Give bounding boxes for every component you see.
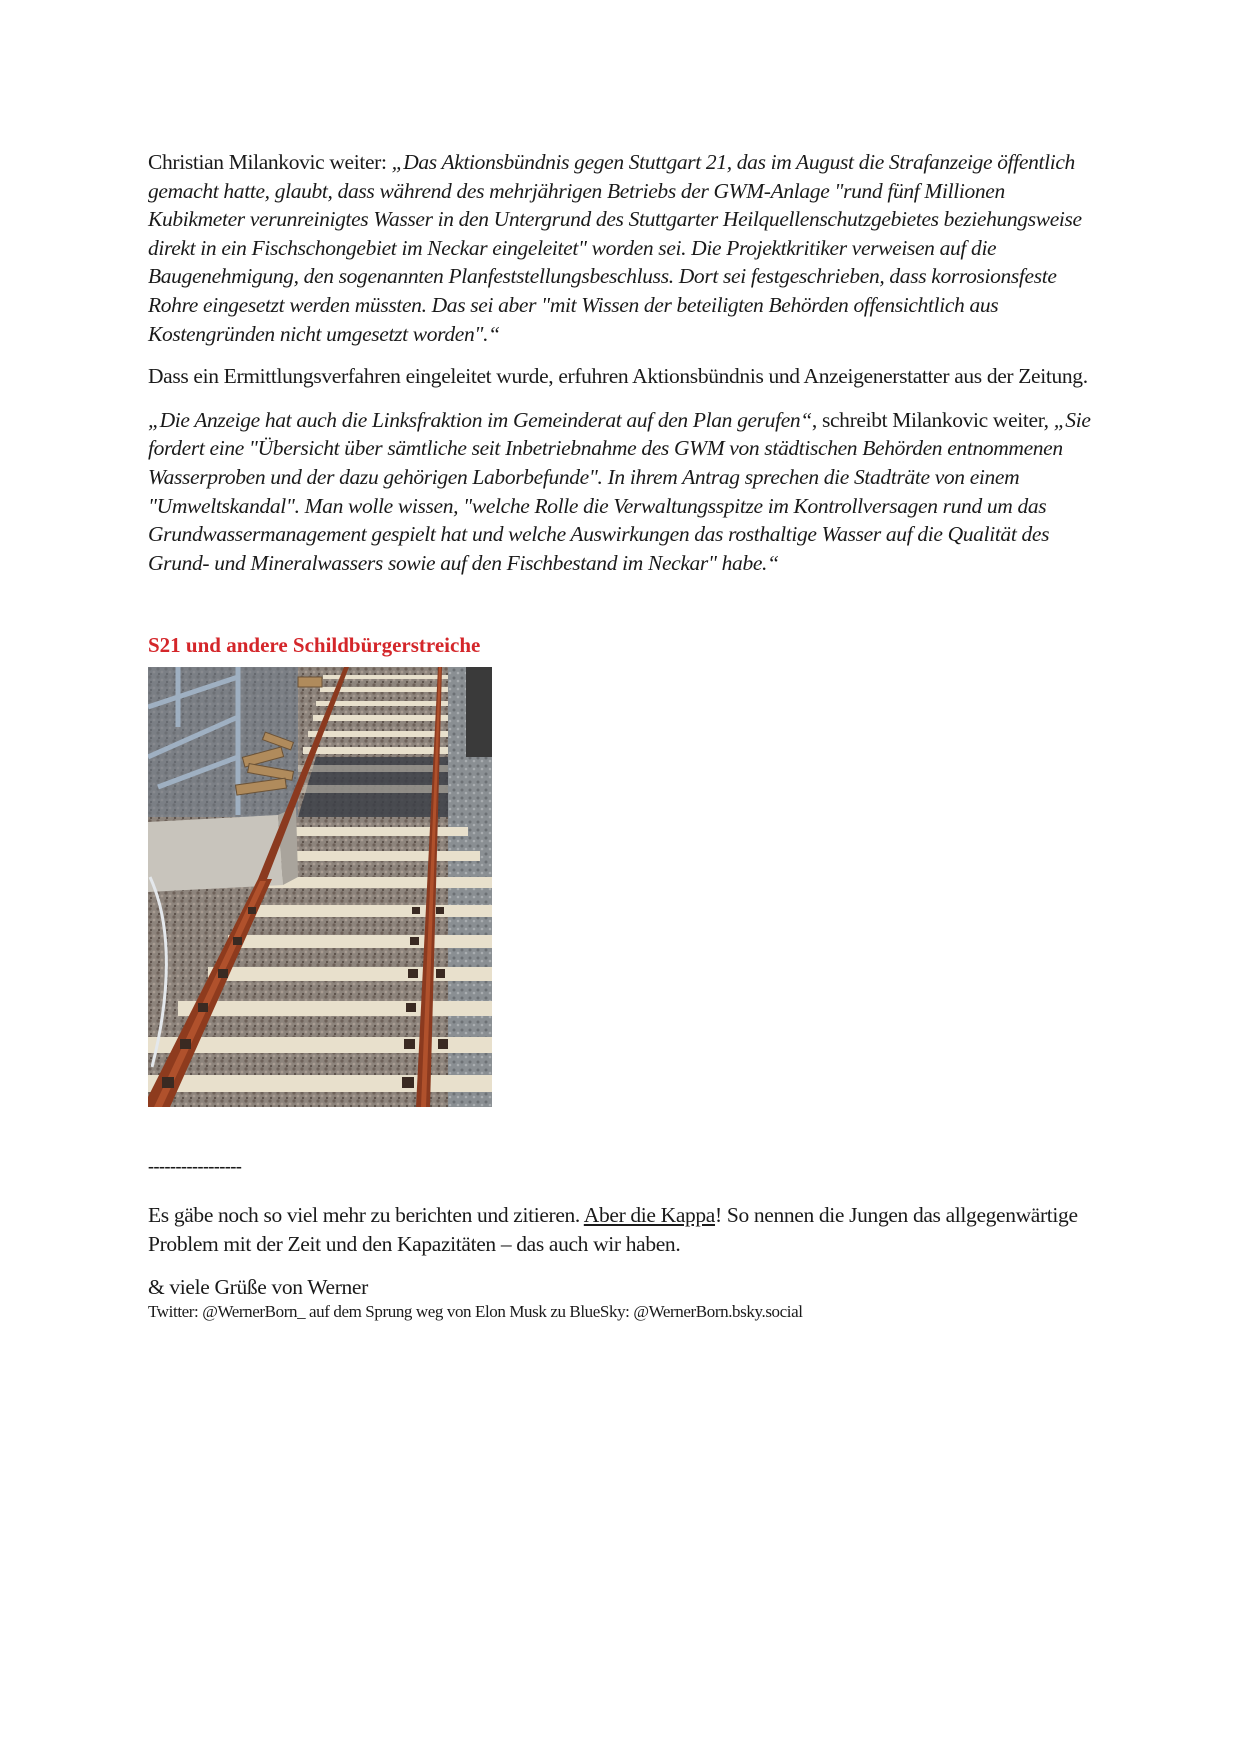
paragraph-investigation: Dass ein Ermittlungsverfahren eingeleitet wurde, erfuhren Aktionsbündnis und Anzeigenerstatter aus der Zeitung. — [148, 364, 1088, 389]
railway-track-photo — [148, 667, 492, 1107]
quoted-text: „Die Anzeige hat auch die Linksfraktion im Gemeinderat auf den Plan gerufen“ — [148, 407, 812, 432]
right-wall — [466, 667, 492, 757]
closing-paragraph — [148, 1201, 1093, 1258]
signoff: & viele Grüße von Werner — [148, 1274, 368, 1299]
quoted-text: „Das Aktionsbündnis gegen Stuttgart 21, das im August die Strafanzeige öffentlich gemacht hatte, glaubt, dass während des mehrjährigen Betriebs der GWM-Anlage "rund fünf Millionen Kubikmeter verunreinigtes Wasser in den Untergrund des Stuttgarter Heilquellenschutzgebietes beziehungsweise direkt in ein Fischschongebiet im Neckar eingeleitet" worden sei. Die Projektkritiker verweisen auf die Baugenehmigung, den sogenannten Planfeststellungsbeschluss. Dort sei festgeschrieben, dass korrosionsfeste Rohre eingesetzt werden müssten. Das sei aber "mit Wissen der beteiligten Behörden offensichtlich aus Kostengründen nicht umgesetzt worden".“ — [148, 150, 1082, 346]
social-handles: Twitter: @WernerBorn_ auf dem Sprung weg von Elon Musk zu BlueSky: @WernerBorn.bsky.social — [148, 1302, 803, 1322]
section-heading: S21 und andere Schildbürgerstreiche — [148, 633, 481, 658]
paragraph-linksfraktion — [148, 406, 1093, 578]
quoted-text: „Sie fordert eine "Übersicht über sämtliche seit Inbetriebnahme des GWM von städtischen Behörden entnommenen Wasserproben und der dazu gehörigen Laborbefunde". In ihrem Antrag sprechen die Stadträte von einem "Umweltskandal". Man wolle wissen, "welche Rolle die Verwaltungsspitze im Kontrollversagen rund um das Grundwassermanagement gespielt hat und welche Auswirkungen das rosthaltige Wasser auf die Qualität des Grund- und Mineralwassers sowie auf den Fischbestand im Neckar" habe.“ — [148, 407, 1091, 575]
paragraph-attribution: , schreibt Milankovic weiter, — [811, 407, 1054, 432]
paragraph-milankovic-quote — [148, 148, 1093, 348]
railway-track-illustration — [148, 667, 492, 1107]
section-divider: ----------------- — [148, 1156, 242, 1177]
paragraph-lead: Christian Milankovic weiter: — [148, 150, 392, 174]
kappa-link[interactable]: Aber die Kappa — [583, 1203, 716, 1228]
closing-text-start: Es gäbe noch so viel mehr zu berichten und zitieren. — [148, 1203, 584, 1228]
document-page — [148, 148, 1093, 1323]
closing-text-end: ! So nennen die Jungen das allgegenwärtige Problem mit der Zeit und den Kapazitäten – das auch wir haben. — [148, 1203, 1078, 1256]
